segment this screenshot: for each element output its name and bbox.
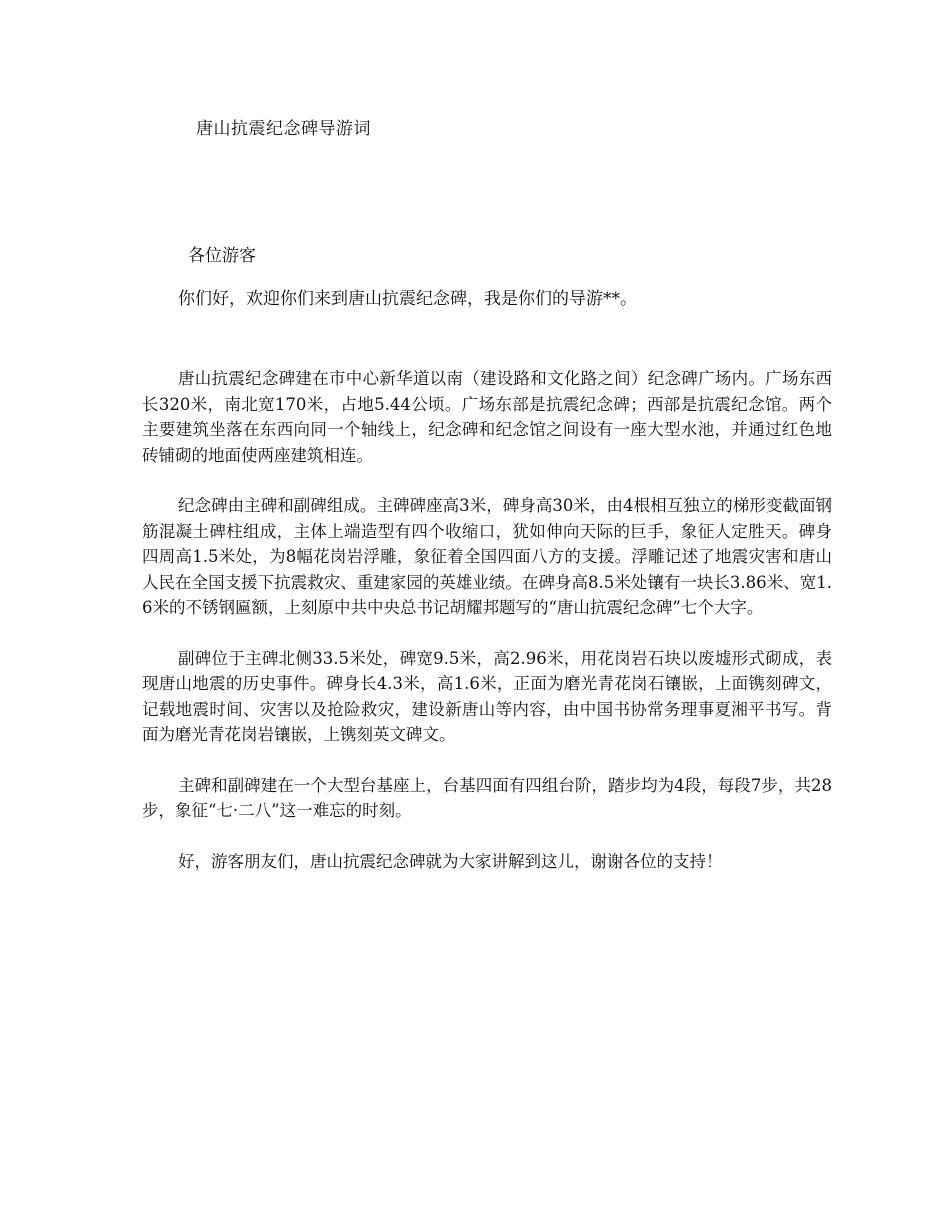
- paragraph-main-monument: 纪念碑由主碑和副碑组成。主碑碑座高3米，碑身高30米，由4根相互独立的梯形变截面钢筋混凝土碑柱组成，主体上端造型有四个收缩口，犹如伸向天际的巨手，象征人定胜天。碑身四周高1.5米处，为8幅花岗岩浮雕，象征着全国四面八方的支援。浮雕记述了地震灾害和唐山人民在全国支援下抗震救灾、重建家园的英雄业绩。在碑身高8.5米处镶有一块长3.86米、宽1.6米的不锈钢匾额，上刻原中共中央总书记胡耀邦题写的“唐山抗震纪念碑”七个大字。: [142, 496, 832, 617]
- paragraph-secondary-monument: 副碑位于主碑北侧33.5米处，碑宽9.5米，高2.96米，用花岗岩石块以废墟形式砌成，表现唐山地震的历史事件。碑身长4.3米，高1.6米，正面为磨光青花岗石镶嵌，上面镌刻碑文，记载地震时间、灾害以及抢险救灾，建设新唐山等内容，由中国书协常务理事夏湘平书写。背面为磨光青花岗岩镶嵌，上镌刻英文碑文。: [142, 648, 832, 744]
- paragraph-location: 唐山抗震纪念碑建在市中心新华道以南（建设路和文化路之间）纪念碑广场内。广场东西长320米，南北宽170米，占地5.44公顷。广场东部是抗震纪念碑；西部是抗震纪念馆。两个主要建筑坐落在东西向同一个轴线上，纪念碑和纪念馆之间设有一座大型水池，并通过红色地砖铺砌的地面使两座建筑相连。: [142, 369, 832, 465]
- greeting-line: 你们好，欢迎你们来到唐山抗震纪念碑，我是你们的导游**。: [178, 289, 637, 309]
- paragraph-closing: 好，游客朋友们，唐山抗震纪念碑就为大家讲解到这儿，谢谢各位的支持！: [178, 851, 723, 871]
- body-text: [142, 366, 832, 899]
- paragraph-base-steps: 主碑和副碑建在一个大型台基座上，台基四面有四组台阶，踏步均为4段，每段7步，共28步，象征“七·二八”这一难忘的时刻。: [142, 775, 832, 820]
- salutation: 各位游客: [188, 246, 256, 266]
- document-title: 唐山抗震纪念碑导游词: [196, 119, 371, 139]
